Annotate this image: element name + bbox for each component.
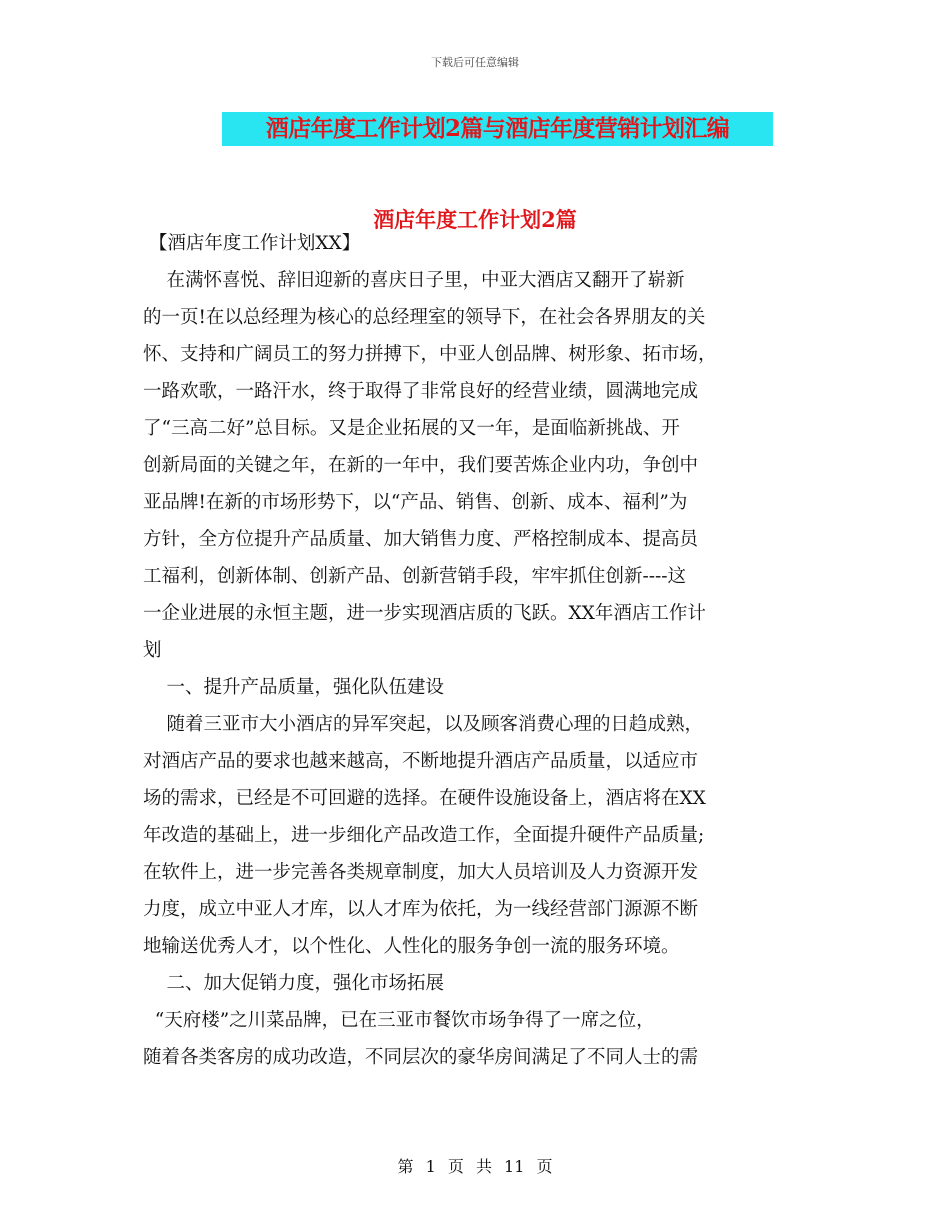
text-line: 创新局面的关键之年，在新的一年中，我们要苦炼企业内功，争创中 <box>143 455 699 476</box>
main-title: 酒店年度工作计划2篇与酒店年度营销计划汇编 <box>222 112 773 146</box>
text-line: 场的需求，已经是不可回避的选择。在硬件设施设备上，酒店将在XX <box>143 788 706 809</box>
text-line: 力度，成立中亚人才库，以人才库为依托，为一线经营部门源源不断 <box>143 899 699 920</box>
text-line: 怀、支持和广阔员工的努力拼搏下，中亚人创品牌、树形象、拓市场， <box>143 344 717 365</box>
header-note: 下载后可任意编辑 <box>431 56 519 69</box>
page-footer: 第 1 页 共 11 页 <box>397 1157 553 1176</box>
text-line: 随着三亚市大小酒店的异军突起，以及顾客消费心理的日趋成熟， <box>143 714 704 735</box>
text-line: 的一页!在以总经理为核心的总经理室的领导下，在社会各界朋友的关 <box>143 307 706 328</box>
text-line: 在满怀喜悦、辞旧迎新的喜庆日子里，中亚大酒店又翻开了崭新 <box>143 270 685 291</box>
section-heading: 二、加大促销力度，强化市场拓展 <box>143 973 445 994</box>
text-line: 一路欢歌，一路汗水，终于取得了非常良好的经营业绩，圆满地完成 <box>143 381 699 402</box>
text-line: 方针，全方位提升产品质量、加大销售力度、严格控制成本、提高员 <box>143 529 699 550</box>
text-line: “天府楼”之川菜品牌，已在三亚市餐饮市场争得了一席之位， <box>143 1010 655 1031</box>
text-line: 对酒店产品的要求也越来越高，不断地提升酒店产品质量，以适应市 <box>143 751 699 772</box>
text-line: 一企业进展的永恒主题，进一步实现酒店质的飞跃。XX年酒店工作计 <box>143 603 706 624</box>
text-line: 工福利，创新体制、创新产品、创新营销手段，牢牢抓住创新----这 <box>143 566 687 587</box>
sub-title: 酒店年度工作计划2篇 <box>373 207 577 232</box>
text-line: 了“三高二好”总目标。又是企业拓展的又一年，是面临新挑战、开 <box>143 418 680 439</box>
text-line: 划 <box>143 640 162 661</box>
text-line: 随着各类客房的成功改造，不同层次的豪华房间满足了不同人士的需 <box>143 1047 699 1068</box>
text-line: 地输送优秀人才，以个性化、人性化的服务争创一流的服务环境。 <box>143 936 680 957</box>
text-line: 【酒店年度工作计划XX】 <box>143 233 361 254</box>
body-text <box>143 225 805 1076</box>
text-line: 年改造的基础上，进一步细化产品改造工作，全面提升硬件产品质量; <box>143 825 705 846</box>
section-heading: 一、提升产品质量，强化队伍建设 <box>143 677 445 698</box>
text-line: 亚品牌!在新的市场形势下，以“产品、销售、创新、成本、福利”为 <box>143 492 688 513</box>
text-line: 在软件上，进一步完善各类规章制度，加大人员培训及人力资源开发 <box>143 862 699 883</box>
